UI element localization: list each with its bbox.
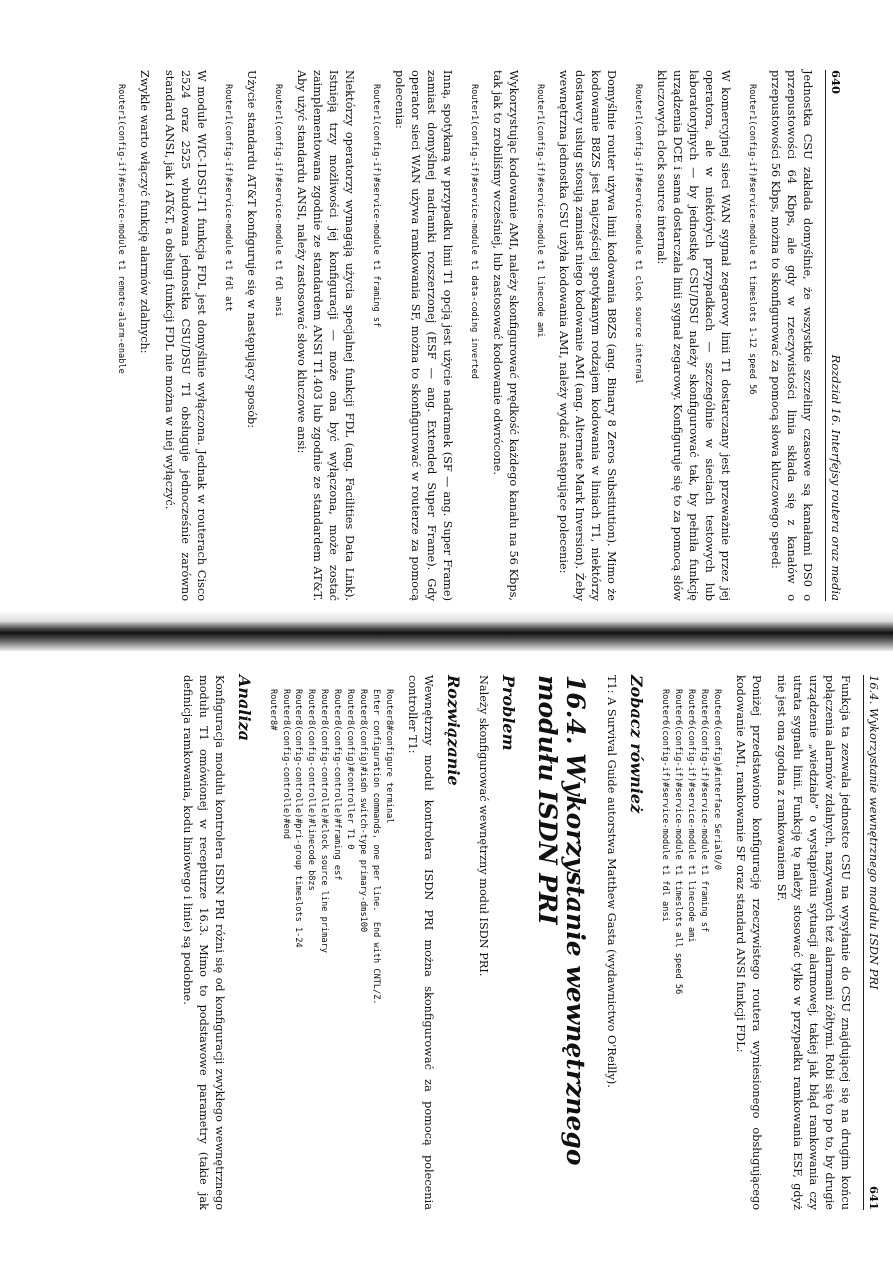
section-title: 16.4. Wykorzystanie wewnętrznego modułu ISDN PRI [532, 675, 591, 1166]
page-641 [0, 650, 893, 1250]
paragraph: Poniżej przedstawiono konfigurację rzeczywistego routera wyniesionego obsługującego kodowanie AMI, ramkowanie SF oraz standard ANSI funkcji FDL: [733, 675, 763, 1210]
code-line: Router1(config-if)#service-module t1 data-coding inverted [468, 84, 479, 379]
code-line: Router1(config-if)#service-module t1 fdl att [222, 84, 233, 312]
running-head-title: Rozdział 16. Interfejsy routera oraz media [829, 354, 843, 601]
page-number: 641 [867, 1185, 881, 1210]
running-head-641 [863, 675, 881, 1210]
page-number: 640 [829, 70, 843, 95]
code-line: Router1(config-if)#service-module t1 fdl ansi [272, 84, 283, 317]
paragraph: Funkcja ta zezwala jednostce CSU na wysyłanie do CSU znajdującej się na drugim końcu połączenia alarmów zdalnych, nazywanych też alarmami żółtymi. Robi się to po to, by drugie urządzenie „wiedziało” o wystąpieniu sytuacji alarmowej, takiej jak błąd ramkowania czy utrata sygnału linii. Funkcję tę należy stosować tylko w przypadku ramkowania ESF, gdyż nie jest ona zgodna z ramkowaniem SF. [774, 675, 852, 1210]
paragraph: T1: A Survival Guide autorstwa Matthew Gasta (wydawnictwo O'Reilly). [605, 675, 619, 1088]
section-heading-analysis: Analiza [234, 675, 254, 742]
running-head-title: 16.4. Wykorzystanie wewnętrznego modułu ISDN PRI [867, 675, 881, 990]
paragraph: Zwykle warto włączyć funkcję alarmów zdalnych: [137, 70, 151, 354]
code-line: Router1(config-if)#service-module t1 timeslots 1-12 speed 56 [746, 84, 757, 395]
paragraph: Niektórzy operatorzy wymagają użycia specjalnej funkcji FDL (ang. Facilities Data Link). Istnieją trzy możliwości jej konfiguracji — może ona być wyłączona, może zostać zaimplementowana zgodnie ze standardem ANSI T1.403 lub zgodnie ze standardem AT&T. Aby użyć standardu ANSI, należy zastosować słowo kluczowe ansi: [294, 70, 356, 601]
paragraph: Należy skonfigurować wewnętrzny moduł ISDN PRI. [476, 675, 490, 977]
code-line: Router1(config-if)#service-module t1 linecode ami [534, 84, 545, 338]
section-heading-see-also: Zobacz również [627, 675, 647, 814]
code-line: Router1(config-if)#service-module t1 clock source internal [632, 84, 643, 385]
paragraph: W komercyjnej sieci WAN sygnał zegarowy linii T1 dostarczany jest przeważnie przez jej operatora, ale w niektórych przypadkach — szczególnie w sieciach testowych lub laboratoryjnych — by jednostkę CSU/DSU należy skonfigurować tak, by pełniła funkcję urządzenia DCE i sama dostarczała linii sygnał zegarowy. Konfiguruje się to za pomocą słów kluczowych clock source internal: [654, 70, 733, 601]
paragraph: W module WIC-1DSU-T1 funkcja FDL jest domyślnie wyłączona. Jednak w routerach Cisco 2524 oraz 2525 wbudowana jednostka CSU/DSU T1 obsługuje jednocześnie zarówno standard ANSI, jak i AT&T, a obsługi funkcji FDL nie można w niej wyłączyć. [162, 70, 209, 601]
code-line: Router1(config-if)#service-module t1 remote-alarm-enable [115, 84, 126, 374]
paragraph: Wykorzystując kodowanie AMI, należy skonfigurować prędkość każdego kanału na 56 Kbps, tak jak to zrobiliśmy wcześniej, lub zastosować kodowanie odwrócone. [490, 70, 520, 601]
code-block: Router6(config)#interface Serial0/0 Router6(config-if)#service-module t1 framing sf Router6(config-if)#service-module t1 linecode ami Router6(config-if)#service-module t1 timeslots all speed 56 Router6(config-if)#service-module t1 fdl ansi [660, 689, 722, 995]
paragraph: Jednostka CSU zakłada domyślnie, że wszystkie szczeliny czasowe są kanałami DS0 o przepustowości 64 Kbps, ale gdy w rzeczywistości linia składa się z kanałów o przepustowości 56 Kbps, można to skonfigurować za pomocą słowa kluczowego speed: [768, 70, 814, 601]
paragraph: Wewnętrzny moduł kontrolera ISDN PRI można skonfigurować za pomocą polecenia controller T1: [405, 675, 435, 1210]
code-line: Router1(config-if)#service-module t1 framing sf [370, 84, 381, 328]
paragraph: Domyślnie router używa linii kodowania B8ZS (ang. Binary 8 Zeros Substitution). Mimo że kodowanie B8ZS jest najczęściej spotykanym rodzajem kodowania w liniach T1, niektórzy dostawcy usług stosują zamiast niego kodowanie AMI (ang. Alternate Mark Inversion). Żeby wewnętrzna jednostka CSU użyła kodowania AMI, należy wydać następujące polecenie: [556, 70, 618, 601]
paragraph: Użycie standardu AT&T konfiguruje się w następujący sposób: [244, 70, 258, 429]
paragraph: Konfiguracja modułu kontrolera ISDN PRI różni się od konfiguracji zwykłego wewnętrznego modułu T1 omówionej w recepturze 16.3. Mimo to podstawowe parametry (takie jak definicja ramkowania, kodu liniowego i linie) są podobne. [180, 675, 226, 1210]
running-head-640 [825, 70, 843, 601]
book-gutter-shadow [0, 611, 893, 651]
section-heading-problem: Problem [498, 675, 518, 751]
code-block: Router8#configure terminal Enter configuration commands, one per line. End with CNTL/Z. Router8(config)#isdn switch-type primary-dms100 Router8(config)#controller T1 0 Router8(config-controlle)#framing esf Router8(config-controlle)#clock source line primary Router8(config-controlle)#linecode b8zs Router8(config-controlle)#pri-group timeslots 1-24 Router8(config-controlle)#end Router8# [267, 689, 394, 1005]
section-heading-solution: Rozwiązanie [443, 675, 463, 786]
page-640 [0, 10, 893, 621]
paragraph: Inną, spotykaną w przypadku linii T1 opcją jest użycie nadramek (SF — ang. Super Frame) zamiast domyślnej nadramki rozszerzonej (ESF — ang. Extended Super Frame). Gdy operator sieci WAN używa ramkowania SF, można to skonfigurować w routerze za pomocą polecenia: [392, 70, 454, 601]
